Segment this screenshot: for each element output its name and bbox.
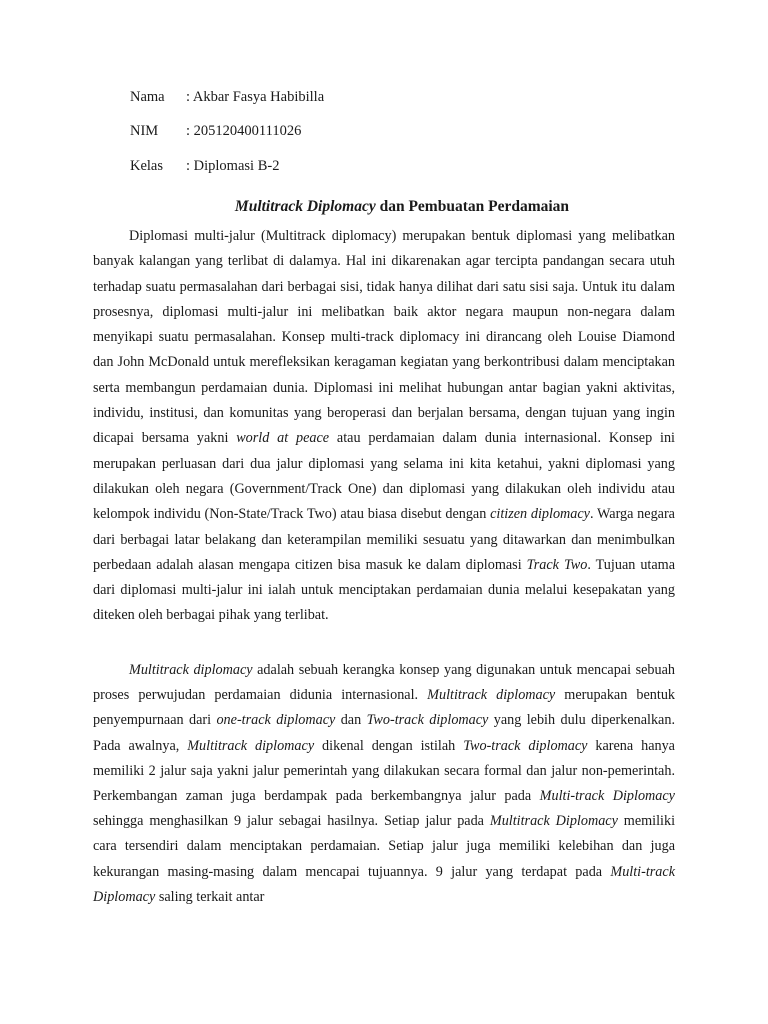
paragraph1-run: Diplomasi multi-jalur (Multitrack diplomacy) merupakan bentuk diplomasi yang melibatkan banyak kalangan yang terlibat di dalamya. Hal ini dikarenakan agar tercipta pandangan secara utuh terhadap suatu permasalahan dari berbagai sisi, tidak hanya dilihat dari satu sisi saja. Untuk itu dalam prosesnya, diplomasi multi-jalur ini melibatkan baik aktor negara maupun non-negara dalam menyikapi suatu permasalahan. Konsep multi-track diplomacy ini dirancang oleh Louise Diamond dan John McDonald untuk merefleksikan keragaman kegiatan yang berkontribusi dalam menciptakan serta membangun perdamaian dunia. Diplomasi ini melihat hubungan antar bagian yakni aktivitas, individu, institusi, dan komunitas yang beroperasi dan berjalan bersama, dengan tujuan yang ingin dicapai bersama yakni (93, 228, 675, 447)
paragraph2-run: one-track diplomacy (216, 712, 336, 729)
paragraph2-run: Multitrack diplomacy (427, 687, 556, 704)
nim-label: NIM (130, 123, 159, 139)
paragraph2-run: dikenal dengan istilah (314, 737, 464, 754)
paragraph2-run: saling terkait antar (155, 888, 265, 905)
paragraph1-run: . Warga negara dari berbagai latar belakang dan keterampilan memiliki sesuatu yang ditawarkan dan menimbulkan perbedaan adalah alasan mengapa citizen bisa masuk ke dalam diplomasi (93, 506, 675, 573)
paragraph1-run: . Tujuan utama dari diplomasi multi-jalur ini ialah untuk menciptakan perdamaian dunia melalui kesepakatan yang diteken oleh berbagai pihak yang terlibat. (93, 556, 675, 624)
paragraph2-run: merupakan bentuk penyempurnaan dari (93, 687, 676, 729)
paragraph2-run: Two-track diplomacy (366, 712, 489, 729)
paragraph2-run: sehingga menghasilkan 9 jalur sebagai hasilnya. Setiap jalur pada (93, 813, 490, 830)
paragraph2-run: dan (335, 712, 367, 729)
paragraph1-run: world at peace (236, 430, 330, 447)
kelas-label: Kelas (130, 158, 164, 174)
paragraph2-run: Multi-track Diplomacy (93, 863, 675, 905)
paragraph1-run: atau perdamaian dalam dunia internasional. Konsep ini merupakan perluasan dari dua jalur diplomasi yang selama ini kita ketahui, yakni diplomasi yang dilakukan oleh negara (Government/Track One) dan diplomasi yang dilakukan oleh individu atau kelompok individu (Non-State/Track Two) atau biasa disebut dengan (93, 430, 675, 523)
paragraph1-run: citizen diplomacy (490, 506, 590, 523)
paragraph2-run: Multitrack Diplomacy (489, 813, 618, 830)
kelas-value: : Diplomasi B-2 (186, 158, 280, 174)
title-italic: Multitrack Diplomacy (234, 198, 376, 215)
paragraph1-run: Track Two (526, 556, 588, 573)
paragraph2-run: Multitrack diplomacy (187, 737, 315, 754)
paragraph2-run: karena hanya memiliki 2 jalur saja yakni jalur pemerintah yang dilakukan secara formal dan jalur non-pemerintah. Perkembangan zaman juga berdampak pada berkembangnya jalur pada (93, 737, 675, 805)
document-title (0, 197, 768, 217)
title-rest: dan Pembuatan Perdamaian (375, 198, 570, 215)
paragraph2-run: Multitrack diplomacy (129, 662, 253, 678)
paragraph-2 (93, 658, 675, 910)
nim-value: : 205120400111026 (186, 123, 302, 139)
nama-label: Nama (130, 89, 165, 105)
paragraph2-run: yang lebih dulu diperkenalkan. Pada awalnya, (93, 712, 675, 754)
paragraph2-run: adalah sebuah kerangka konsep yang digunakan untuk mencapai sebuah proses perwujudan perdamaian didunia internasional. (93, 662, 675, 704)
paragraph-2-text (93, 658, 675, 910)
paragraph2-run: Multi-track Diplomacy (539, 788, 675, 805)
paragraph2-run: Two-track diplomacy (463, 737, 588, 754)
paragraph2-run: memiliki cara tersendiri dalam menciptakan perdamaian. Setiap jalur juga memiliki kelebihan dan juga kekurangan masing-masing dalam mencapai tujuannya. 9 jalur yang terdapat pada (93, 813, 676, 880)
nama-value: : Akbar Fasya Habibilla (186, 89, 325, 105)
paragraph-1-text (93, 224, 675, 629)
paragraph-1 (93, 224, 675, 629)
